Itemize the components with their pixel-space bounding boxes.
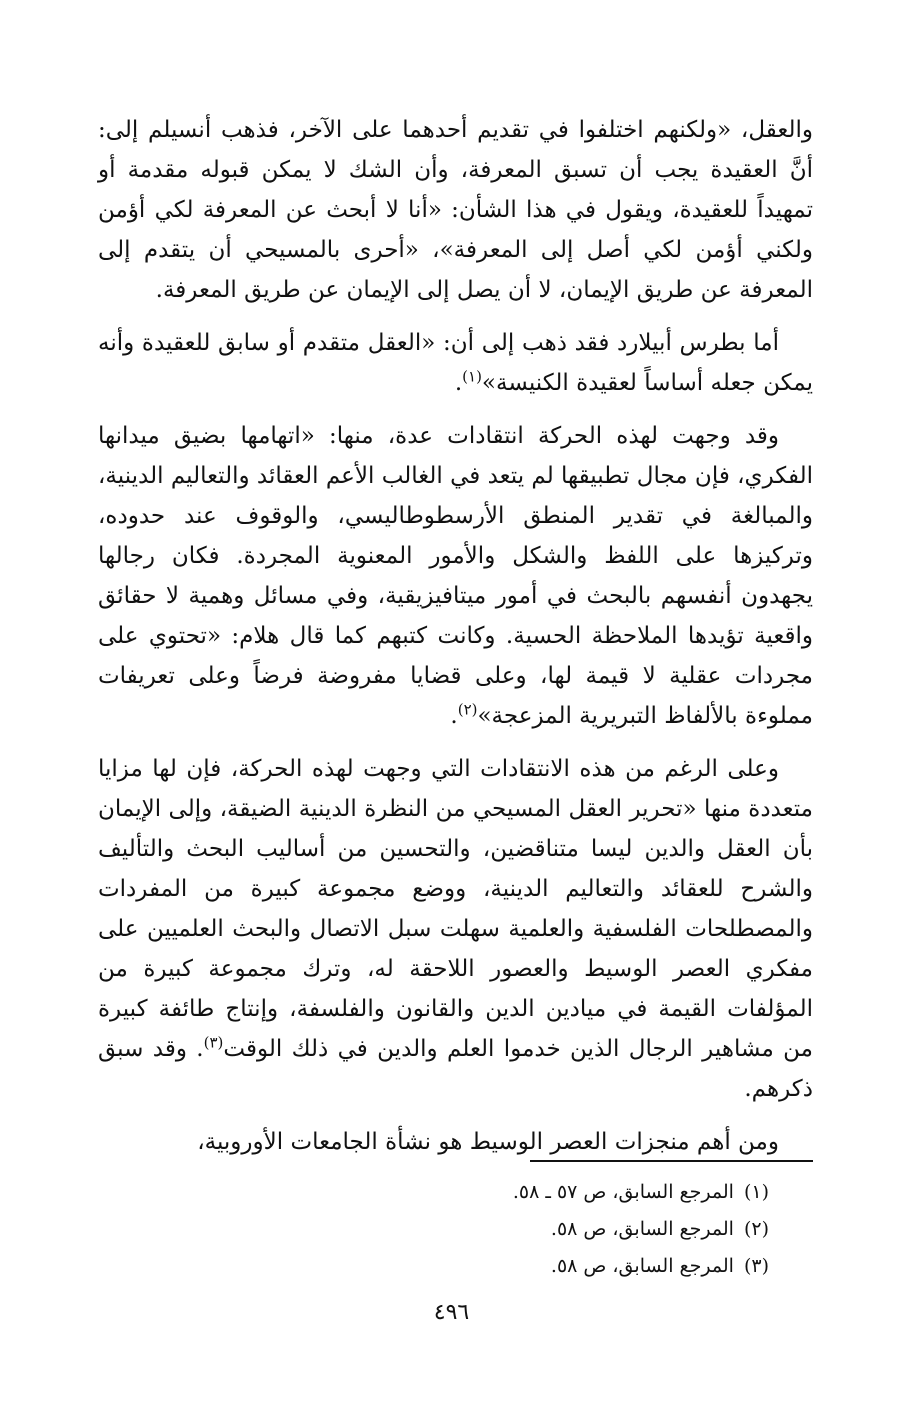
footnote-ref-3: (٣) <box>203 1033 224 1052</box>
paragraph-2 <box>98 323 813 403</box>
paragraph-5-text: ومن أهم منجزات العصر الوسيط هو نشأة الجامعات الأوروبية، <box>197 1129 779 1155</box>
paragraph-1 <box>98 110 813 310</box>
paragraph-4-text: وعلى الرغم من هذه الانتقادات التي وجهت لهذه الحركة، فإن لها مزايا متعددة منها «تحرير العقل المسيحي من النظرة الدينية الضيقة، وإلى الإيمان بأن العقل والدين ليسا متناقضين، والتحسين من أساليب البحث والتأليف والشرح للعقائد والتعاليم الدينية، ووضع مجموعة كبيرة من المفردات والمصطلحات الفلسفية والعلمية سهلت سبل الاتصال والبحث العلميين على مفكري العصر الوسيط والعصور اللاحقة له، وترك مجموعة كبيرة من المؤلفات القيمة في ميادين الدين والقانون والفلسفة، وإنتاج طائفة كبيرة من مشاهير الرجال الذين خدموا العلم والدين في ذلك الوقت <box>98 756 813 1062</box>
paragraph-1-text: والعقل، «ولكنهم اختلفوا في تقديم أحدهما على الآخر، فذهب أنسيلم إلى: أنَّ العقيدة يجب أن تسبق المعرفة، وأن الشك لا يمكن قبوله مقدمة أو تمهيداً للعقيدة، ويقول في هذا الشأن: «أنا لا أبحث عن المعرفة لكي أؤمن ولكني أؤمن لكي أصل إلى المعرفة»، «أحرى بالمسيحي أن يتقدم إلى المعرفة عن طريق الإيمان، لا أن يصل إلى الإيمان عن طريق المعرفة. <box>98 117 813 303</box>
footnote-3 <box>349 1248 769 1285</box>
footnote-divider <box>530 1160 813 1162</box>
footnote-1-number: (١) <box>743 1181 769 1203</box>
paragraph-4-end: . وقد سبق ذكرهم. <box>98 1036 813 1102</box>
paragraph-3 <box>98 416 813 736</box>
paragraph-2-end: . <box>454 370 463 396</box>
paragraph-2-text: أما بطرس أبيلارد فقد ذهب إلى أن: «العقل متقدم أو سابق للعقيدة وأنه يمكن جعله أساساً لعقيدة الكنيسة» <box>98 330 813 396</box>
footnote-ref-1: (١) <box>462 367 482 386</box>
footnote-1 <box>349 1174 769 1211</box>
footnote-ref-2: (٢) <box>457 700 478 719</box>
footnotes <box>349 1174 769 1285</box>
footnote-2 <box>349 1211 769 1248</box>
page-number: ٤٩٦ <box>433 1300 470 1325</box>
footnote-2-text: المرجع السابق، ص ٥٨. <box>550 1218 734 1240</box>
paragraph-5 <box>98 1122 813 1162</box>
paragraph-3-end: . <box>450 703 458 729</box>
paragraph-4 <box>98 749 813 1109</box>
footnote-2-number: (٢) <box>743 1218 769 1240</box>
paragraph-3-text: وقد وجهت لهذه الحركة انتقادات عدة، منها: «اتهامها بضيق ميدانها الفكري، فإن مجال تطبيقها لم يتعد في الغالب الأعم العقائد والتعاليم الدينية، والمبالغة في تقدير المنطق الأرسطوطاليسي، والوقوف عند حدوده، وتركيزها على اللفظ والشكل والأمور المعنوية المجردة. فكان رجالها يجهدون أنفسهم بالبحث في أمور ميتافيزيقية، وفي مسائل وهمية لا حقائق واقعية تؤيدها الملاحظة الحسية. وكانت كتبهم كما قال هلام: «تحتوي على مجردات عقلية لا قيمة لها، وعلى قضايا مفروضة فرضاً وعلى تعريفات مملوءة بالألفاظ التبريرية المزعجة» <box>98 423 813 729</box>
main-text <box>98 110 813 1175</box>
footnote-3-text: المرجع السابق، ص ٥٨. <box>550 1255 734 1277</box>
footnote-1-text: المرجع السابق، ص ٥٧ ـ ٥٨. <box>512 1181 734 1203</box>
footnote-3-number: (٣) <box>743 1255 769 1277</box>
